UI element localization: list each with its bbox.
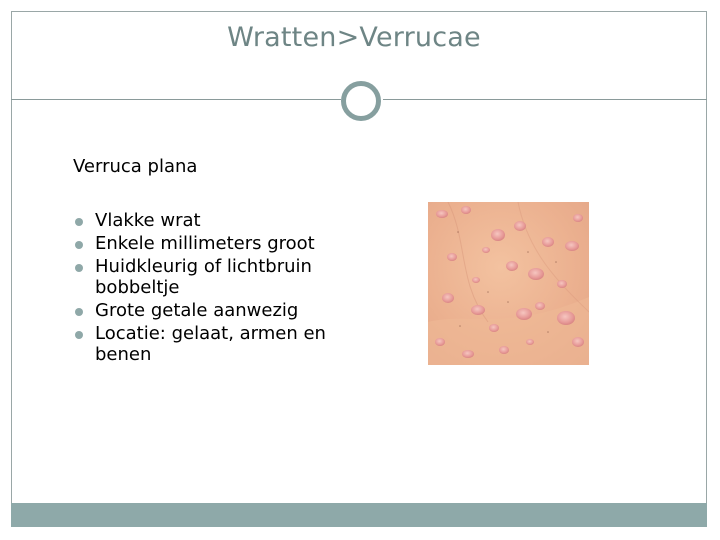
bullet-text: Grote getale aanwezig [95,300,299,321]
bullet-icon [75,218,83,226]
title-divider-right [383,99,707,100]
bullet-icon [75,241,83,249]
wart-skin-photo [428,202,589,365]
bullet-item [73,210,373,231]
bullet-item [73,323,373,365]
divider-circle-icon [341,81,381,121]
bullet-icon [75,308,83,316]
bullet-item [73,300,373,321]
bullet-list [73,210,373,367]
bullet-text: Locatie: gelaat, armen en benen [95,323,326,365]
footer-bar [11,503,707,527]
bullet-icon [75,331,83,339]
bullet-text: Enkele millimeters groot [95,233,315,254]
bullet-text: Vlakke wrat [95,210,201,231]
slide-subtitle: Verruca plana [73,156,198,177]
bullet-text: Huidkleurig of lichtbruin bobbeltje [95,256,312,298]
bullet-icon [75,264,83,272]
slide-title: Wratten>Verrucae [227,22,481,53]
title-divider-left [11,99,341,100]
bullet-item [73,233,373,254]
bullet-item [73,256,373,298]
